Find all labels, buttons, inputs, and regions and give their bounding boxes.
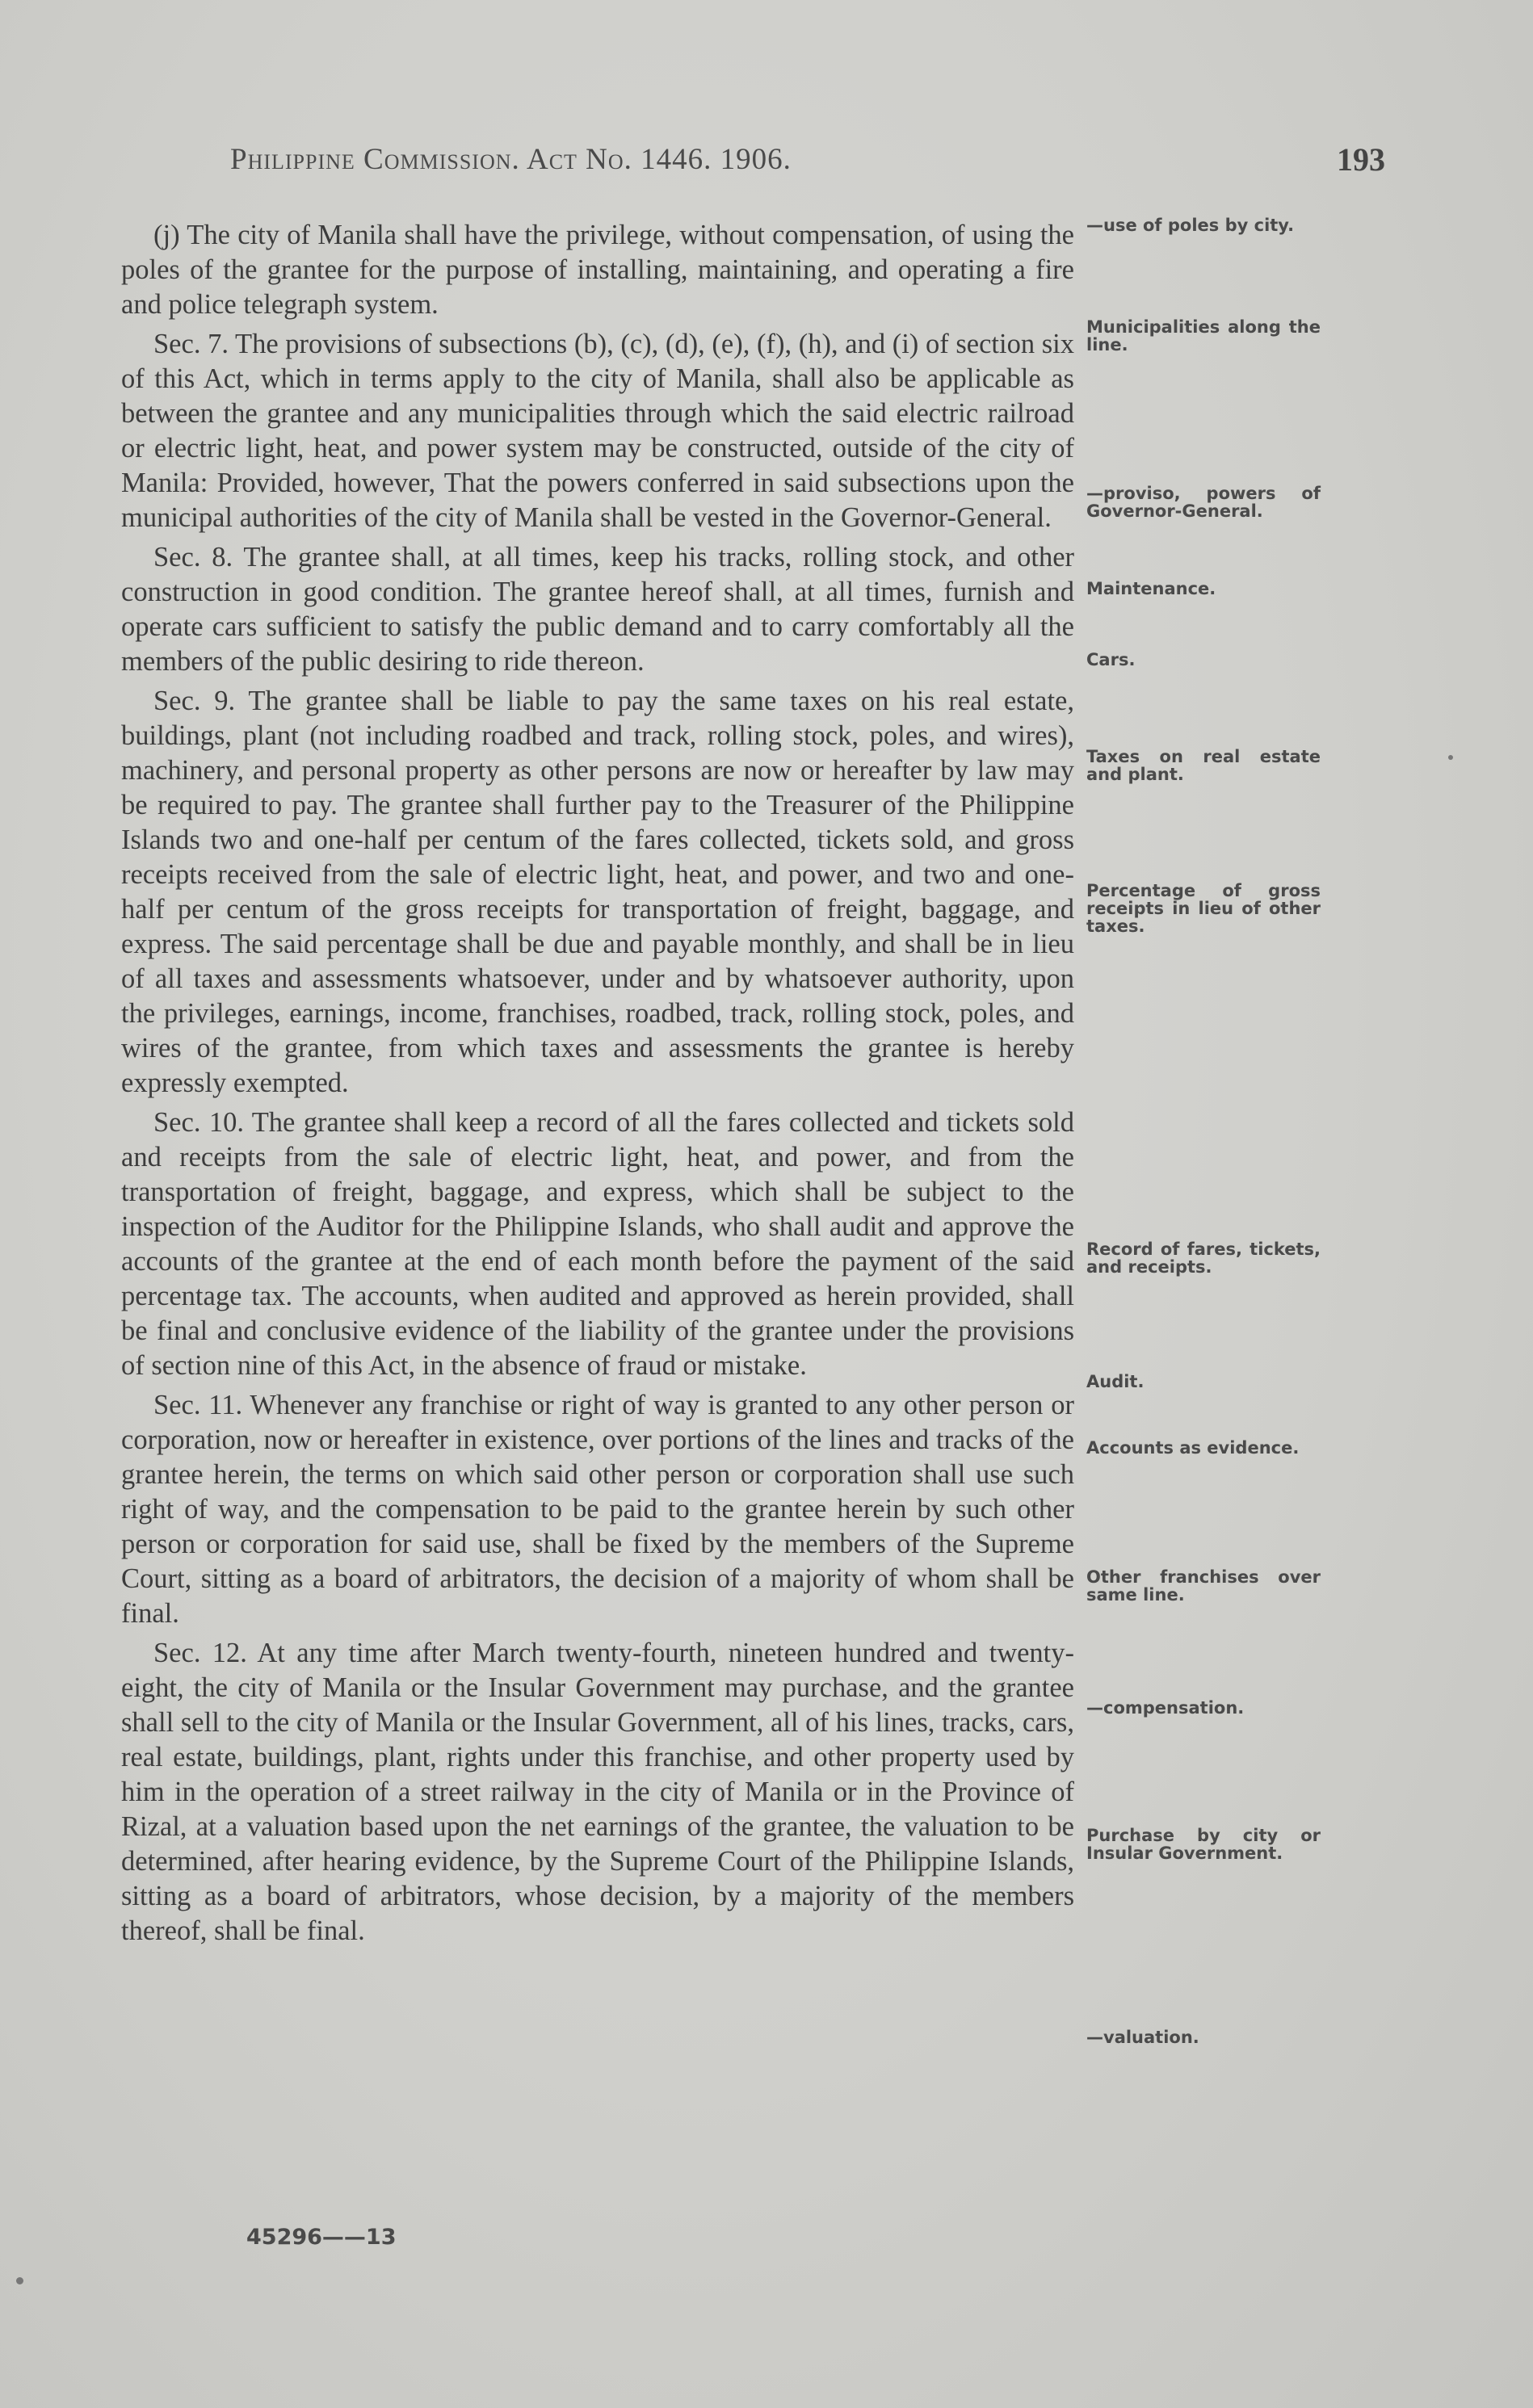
paragraph-sec-8: Sec. 8. The grantee shall, at all times, keep his tracks, rolling stock, and other construction in good condition. The grantee hereof shall, at all times, furnish and operate cars sufficient to satisfy the public demand and to carry comfortably all the members of the public desiring to ride thereon. [121, 542, 1074, 677]
margin-note-use-of-poles: —use of poles by city. [1086, 216, 1295, 235]
margin-note-maintenance: Maintenance. [1086, 579, 1216, 598]
margin-note-compensation: —compensation. [1086, 1698, 1245, 1718]
paper-speck [1448, 755, 1453, 760]
paragraph-sec-10: Sec. 10. The grantee shall keep a record of all the fares collected and tickets sold and receipts from the sale of electric light, heat, and power, and from the transportation of freight, baggage, and express, which shall be subject to the inspection of the Auditor for the Philippine Islands, who shall audit and approve the accounts of the grantee at the end of each month before the payment of the said percentage tax. The accounts, when audited and approved as herein provided, shall be final and conclusive evidence of the liability of the grantee under the provisions of section nine of this Act, in the absence of fraud or mistake. [121, 1107, 1074, 1381]
signature-mark: 45296——13 [246, 2225, 397, 2250]
margin-note-cars: Cars. [1086, 650, 1136, 669]
body-text [121, 218, 1074, 1953]
page-header [0, 137, 1533, 186]
margin-note-record: Record of fares, tickets, and receipts. [1086, 1240, 1321, 1277]
running-head: Philippine Commission. Act No. 1446. 1906. [230, 143, 792, 176]
paragraph-sec-11: Sec. 11. Whenever any franchise or right of way is granted to any other person or corporation, now or hereafter in existence, over portions of the lines and tracks of the grantee herein, the terms on which said other person or corporation shall use such right of way, and the compensation to be paid to the grantee herein by such other person or corporation for said use, shall be fixed by the members of the Supreme Court, sitting as a board of arbitrators, the decision of a majority of whom shall be final. [121, 1390, 1074, 1629]
margin-note-municipalities: Municipalities along the line. [1086, 317, 1321, 354]
paragraph-sec-9: Sec. 9. The grantee shall be liable to pay the same taxes on his real estate, buildings, plant (not including roadbed and track, rolling stock, poles, and wires), machinery, and personal property as other persons are now or hereafter by law may be required to pay. The grantee shall further pay to the Treasurer of the Philippine Islands two and one-half per centum of the fares collected, tickets sold, and gross receipts received from the sale of electric light, heat, and power, and two and one-half per centum of the gross receipts for transportation of freight, baggage, and express. The said percentage shall be due and payable monthly, and shall be in lieu of all taxes and assessments whatsoever, under and by whatsoever authority, upon the privileges, earnings, income, franchises, roadbed, track, rolling stock, poles, and wires of the grantee, from which taxes and assessments the grantee is hereby expressly exempted. [121, 686, 1074, 1098]
paragraph-sec-7: Sec. 7. The provisions of subsections (b), (c), (d), (e), (f), (h), and (i) of section six of this Act, which in terms apply to the city of Manila, shall also be applicable as between the grantee and any municipalities through which the said electric railroad or electric light, heat, and power system may be constructed, outside of the city of Manila: Provided, however, That the powers conferred in said subsections upon the municipal authorities of the city of Manila shall be vested in the Governor-General. [121, 329, 1074, 533]
paper-speck [16, 2277, 23, 2284]
margin-note-taxes: Taxes on real estate and plant. [1086, 747, 1321, 784]
margin-note-audit: Audit. [1086, 1372, 1144, 1391]
paragraph-sec-12: Sec. 12. At any time after March twenty-fourth, nineteen hundred and twenty-eight, the city of Manila or the Insular Government may purchase, and the grantee shall sell to the city of Manila or the Insular Government, all of his lines, tracks, cars, real estate, buildings, plant, rights under this franchise, and other property used by him in the operation of a street railway in the city of Manila or in the Province of Rizal, at a valuation based upon the net earnings of the grantee, the valuation to be determined, after hearing evidence, by the Supreme Court of the Philippine Islands, sitting as a board of arbitrators, whose decision, by a majority of the members thereof, shall be final. [121, 1638, 1074, 1946]
margin-note-other-franchises: Other franchises over same line. [1086, 1567, 1321, 1605]
margin-note-purchase: Purchase by city or Insular Government. [1086, 1826, 1321, 1863]
margin-note-valuation: —valuation. [1086, 2028, 1199, 2047]
paragraph-j: (j) The city of Manila shall have the privilege, without compensation, of using the poles of the grantee for the purpose of installing, maintaining, and operating a fire and police telegraph system. [121, 220, 1074, 320]
margin-note-percentage: Percentage of gross receipts in lieu of other taxes. [1086, 881, 1321, 936]
margin-note-proviso: —proviso, powers of Governor-General. [1086, 484, 1321, 521]
margin-note-accounts: Accounts as evidence. [1086, 1438, 1300, 1458]
page-number: 193 [1337, 141, 1385, 178]
